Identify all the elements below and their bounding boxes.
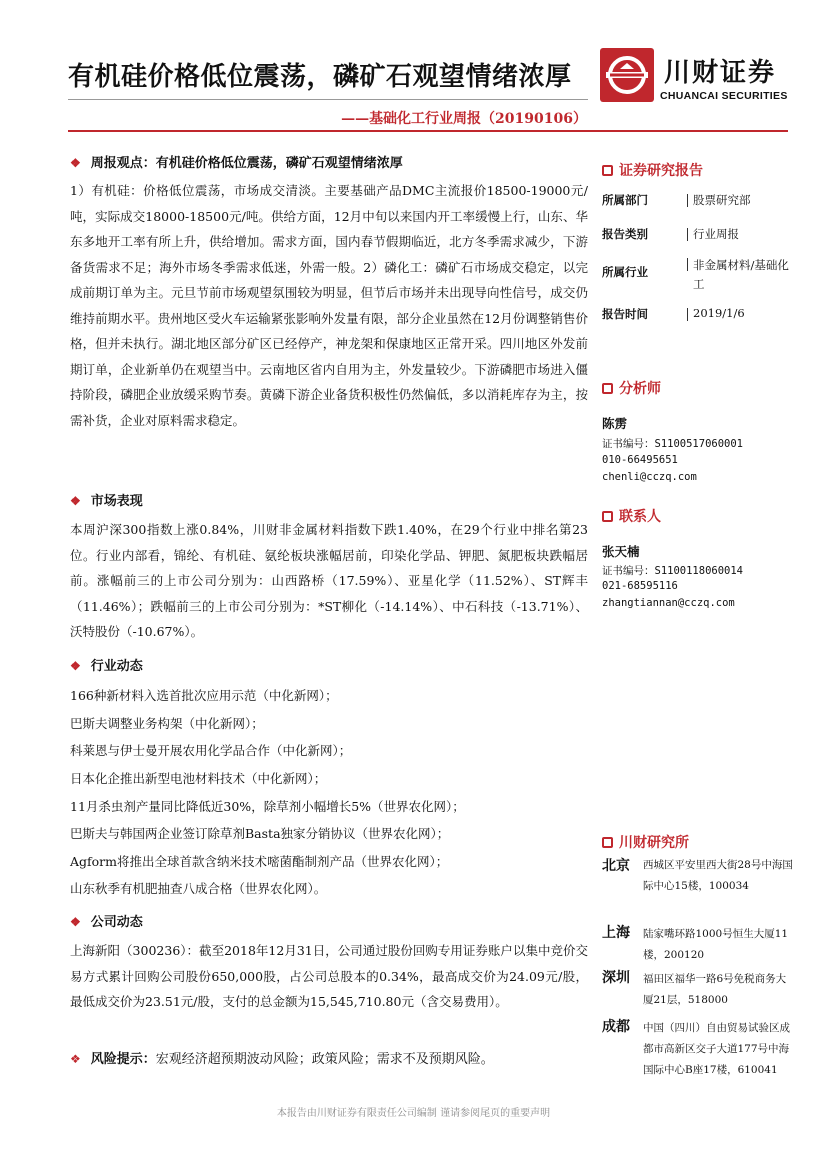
meta-value: 行业周报 — [693, 227, 739, 241]
section-square-icon — [602, 511, 613, 522]
industry-news-item: 科莱恩与伊士曼开展农用化学品合作（中化新网）； — [70, 743, 352, 758]
analyst-email: chenli@cczq.com — [602, 471, 697, 483]
weekly-view-body: 1）有机硅：价格低位震荡，市场成交清淡。主要基础产品DMC主流报价18500-19000元/吨，实际成交18000-18500元/吨。供给方面，12月中旬以来国内开工率缓慢上行，山东、华东多地开工率有所上升，供给增加。需求方面，国内春节假期临近，北方冬季需求减少，下游备货需求不足；海外市场冬季需求低迷，外需一般。2）磷化工：磷矿石市场成交稳定，以完成前期订单为主。元旦节前市场观望氛围较为明显，但节后市场并未出现导向性信号，成交仍维持前期水平。贵州地区受火车运输紧张影响外发量有限，部分企业虽然在12月份调整销售价格，但并未执行。湖北地区部分矿区已经停产，神龙架和保康地区正常开采。四川地区外发前期订单，企业新单仍在观望当中。云南地区省内自用为主，外发量较少。下游磷肥市场进入僵持阶段，磷肥企业放缓采购节奏。黄磷下游企业备货积极性仍然偏低，多以消耗库存为主，按需补货，企业对原料需求稳定。 — [70, 183, 588, 428]
section-heading-company: ❖ 公司动态 — [70, 915, 143, 930]
industry-news-item: 166种新材料入选首批次应用示范（中化新网）； — [70, 688, 338, 703]
diamond-bullet-icon: ❖ — [70, 659, 81, 673]
section-heading-industry: ❖ 行业动态 — [70, 659, 143, 674]
section-heading-weekly: ❖ 周报观点：有机硅价格低位震荡，磷矿石观望情绪浓厚 — [70, 156, 403, 171]
section-heading-risk: ❖ 风险提示：宏观经济超预期波动风险；政策风险；需求不及预期风险。 — [70, 1052, 494, 1067]
office-address: 中国（四川）自由贸易试验区成都市高新区交子大道177号中海国际中心B座17楼，610041 — [643, 1022, 790, 1076]
industry-news-item: 11月杀虫剂产量同比降低近30%，除草剂小幅增长5%（世界农化网）； — [70, 799, 465, 814]
meta-key: 报告时间 — [602, 307, 648, 321]
meta-key: 所属部门 — [602, 193, 648, 207]
office-address: 西城区平安里西大街28号中海国际中心15楼，100034 — [643, 859, 793, 892]
industry-news-item: 山东秋季有机肥抽查八成合格（世界农化网）。 — [70, 881, 327, 896]
section-square-icon — [602, 165, 613, 176]
office-city: 深圳 — [602, 970, 630, 986]
meta-key: 报告类别 — [602, 227, 648, 241]
meta-value: 股票研究部 — [693, 193, 751, 207]
analyst-name: 陈雳 — [602, 416, 628, 431]
diamond-bullet-icon: ❖ — [70, 1052, 81, 1066]
diamond-bullet-icon: ❖ — [70, 494, 81, 508]
logo-text-en: CHUANCAI SECURITIES — [660, 90, 788, 102]
office-city: 成都 — [602, 1019, 630, 1035]
office-city: 北京 — [602, 858, 630, 874]
chuancai-logo-icon — [600, 48, 654, 102]
logo-text-cn: 川财证券 — [664, 58, 777, 88]
page-title: 有机硅价格低位震荡，磷矿石观望情绪浓厚 — [68, 62, 572, 92]
section-heading-market: ❖ 市场表现 — [70, 494, 143, 509]
analyst-phone: 010-66495651 — [602, 454, 678, 466]
market-performance-body: 本周沪深300指数上涨0.84%，川财非金属材料指数下跌1.40%，在29个行业中排名第23位。行业内部看，锦纶、有机硅、氨纶板块涨幅居前，印染化学品、钾肥、氮肥板块跌幅居前。涨幅前三的上市公司分别为：山西路桥（17.59%）、亚星化学（11.52%）、ST辉丰（11.46%）；跌幅前三的上市公司分别为：*ST柳化（-14.14%）、中石科技（-13.71%）、沃特股份（-10.67%）。 — [70, 522, 588, 639]
contact-phone: 021-68595116 — [602, 580, 678, 592]
office-address: 陆家嘴环路1000号恒生大厦11楼，200120 — [643, 928, 789, 961]
contact-email: zhangtiannan@cczq.com — [602, 597, 735, 609]
industry-news-item: 巴斯夫与韩国两企业签订除草剂Basta独家分销协议（世界农化网）； — [70, 826, 450, 841]
office-address: 福田区福华一路6号免税商务大厦21层，518000 — [643, 973, 787, 1006]
sidebar-report-heading: 证券研究报告 — [602, 160, 703, 180]
page-footer: 本报告由川财证券有限责任公司编制 谨请参阅尾页的重要声明 — [276, 1108, 551, 1119]
industry-news-item: Agform将推出全球首款含纳米技术嘧菌酯制剂产品（世界农化网）； — [70, 854, 449, 869]
header-red-rule — [68, 130, 788, 132]
company-news-body: 上海新阳（300236）：截至2018年12月31日，公司通过股份回购专用证券账户以集中竞价交易方式累计回购公司股份650,000股，占公司总股本的0.34%，最高成交价为24.09元/股，最低成交价为23.51元/股，支付的总金额为15,545,710.80元（含交易费用）。 — [70, 943, 588, 1009]
office-city: 上海 — [602, 925, 630, 941]
industry-news-item: 巴斯夫调整业务构架（中化新网）； — [70, 716, 264, 731]
meta-key: 所属行业 — [602, 265, 648, 279]
industry-news-item: 日本化企推出新型电池材料技术（中化新网）； — [70, 771, 327, 786]
section-square-icon — [602, 837, 613, 848]
analyst-cert: 证书编号：S1100517060001 — [602, 438, 744, 450]
sidebar-institute-heading: 川财研究所 — [602, 832, 689, 852]
diamond-bullet-icon: ❖ — [70, 915, 81, 929]
title-divider — [68, 99, 588, 100]
contact-name: 张天楠 — [602, 544, 640, 559]
page-subtitle: ——基础化工行业周报（20190106） — [341, 111, 587, 127]
diamond-bullet-icon: ❖ — [70, 156, 81, 170]
meta-value: 非金属材料/基础化工 — [693, 256, 793, 294]
sidebar-contact-heading: 联系人 — [602, 506, 661, 526]
sidebar-analyst-heading: 分析师 — [602, 378, 661, 398]
section-square-icon — [602, 383, 613, 394]
contact-cert: 证书编号：S1100118060014 — [602, 565, 744, 577]
meta-value: 2019/1/6 — [693, 306, 745, 320]
